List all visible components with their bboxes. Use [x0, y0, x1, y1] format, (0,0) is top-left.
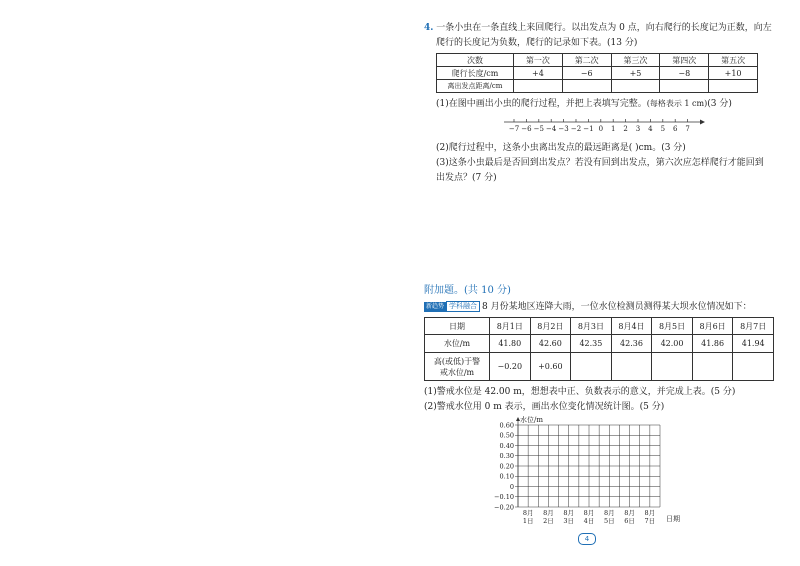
bonus-intro-line — [424, 301, 752, 313]
q4-sub2: (2)爬行过程中，这条小虫离出发点的最远距离是( )cm。(3 分) — [436, 143, 686, 153]
number-line-label: 7 — [685, 125, 690, 133]
number-line-label: 6 — [672, 125, 678, 133]
x-tick-label-month: 8月 — [583, 509, 595, 517]
y-tick-label: 0.10 — [499, 472, 514, 481]
q4-sub1 — [436, 98, 732, 110]
q4-header-cell: 第三次 — [611, 54, 660, 67]
number-line-ticks — [509, 119, 690, 133]
bonus-header-cell: 8月5日 — [652, 318, 693, 335]
x-tick-label-day: 4日 — [583, 517, 595, 525]
number-line-label: 2 — [623, 125, 628, 133]
bonus-sub2: (2)警戒水位用 0 m 表示，画出水位变化情况统计图。(5 分) — [424, 402, 665, 412]
number-line-label: −7 — [508, 125, 520, 133]
number-line-label: −5 — [533, 125, 544, 133]
q4-blank-cell[interactable] — [660, 80, 709, 93]
bonus-cell: −0.20 — [490, 353, 531, 381]
chart-x-axis-label: 日期 — [666, 515, 680, 523]
y-tick-label: 0.30 — [499, 452, 514, 461]
x-tick-label-month: 8月 — [603, 509, 615, 517]
y-tick-label: 0 — [509, 482, 514, 491]
q4-header-cell: 第四次 — [660, 54, 709, 67]
bonus-header-cell: 8月2日 — [530, 318, 571, 335]
number-line-label: −1 — [583, 125, 594, 133]
q4-sub1-text: (1)在图中画出小虫的爬行过程，并把上表填写完整。 — [436, 99, 647, 109]
x-tick-label-month: 8月 — [624, 509, 635, 517]
q4-text-line2: 爬行的长度记为负数，爬行的记录如下表。(13 分) — [436, 38, 638, 48]
bonus-header-cell: 日期 — [425, 318, 490, 335]
bonus-cell: 41.86 — [692, 335, 733, 353]
y-tick-label: 0.20 — [499, 462, 514, 471]
bonus-header-cell: 8月3日 — [571, 318, 612, 335]
bonus-blank-cell[interactable] — [571, 353, 612, 381]
bonus-header-cell: 8月4日 — [611, 318, 652, 335]
number-line-label: −3 — [558, 125, 569, 133]
q4-blank-cell[interactable] — [514, 80, 563, 93]
bonus-title: 附加题。(共 10 分) — [424, 285, 511, 296]
q4-row-label: 离出发点距离/cm — [437, 80, 514, 93]
q4-table — [436, 53, 758, 93]
number-line-label: 4 — [648, 125, 653, 133]
q4-cell: −8 — [660, 67, 709, 80]
number-line-label: −4 — [546, 125, 557, 133]
bonus-cell: 41.94 — [733, 335, 774, 353]
bonus-table — [424, 317, 774, 381]
q4-line1 — [424, 22, 772, 34]
number-line-arrow — [700, 120, 705, 125]
bonus-intro-text: 8 月份某地区连降大雨，一位水位检测员测得某大坝水位情况如下： — [482, 302, 752, 312]
number-line-label: −2 — [570, 125, 582, 133]
q4-text-line1: 一条小虫在一条直线上来回爬行。以出发点为 0 点，向右爬行的长度记为正数，向左 — [436, 23, 772, 33]
chart-y-tick-labels — [494, 421, 514, 511]
x-tick-label-day: 3日 — [563, 517, 575, 525]
q4-table-row-length — [437, 67, 758, 80]
x-tick-label-month: 8月 — [563, 509, 575, 517]
x-tick-label-day: 2日 — [543, 517, 554, 525]
bonus-cell: 41.80 — [490, 335, 531, 353]
subject-badge: 学科融合 — [446, 301, 480, 312]
q4-header-cell: 第一次 — [514, 54, 563, 67]
q4-number: 4. — [424, 23, 434, 33]
bonus-row-label — [425, 353, 490, 381]
q4-blank-cell[interactable] — [611, 80, 660, 93]
x-tick-label-month: 8月 — [644, 509, 656, 517]
chart-x-tick-labels — [523, 509, 655, 525]
number-line-label: −6 — [521, 125, 532, 133]
bonus-cell: 42.60 — [530, 335, 571, 353]
q4-blank-cell[interactable] — [562, 80, 611, 93]
q4-sub3-line2: 出发点？(7 分) — [436, 173, 497, 183]
bonus-row-label: 水位/m — [425, 335, 490, 353]
x-tick-label-day: 6日 — [624, 517, 635, 525]
number-line-label: 3 — [635, 125, 641, 133]
chart-y-axis-label: 水位/m — [520, 416, 543, 424]
bonus-table-header-row — [425, 318, 774, 335]
number-line-label: 1 — [610, 125, 616, 133]
bonus-blank-cell[interactable] — [652, 353, 693, 381]
y-tick-label: 0.60 — [499, 421, 514, 430]
q4-blank-cell[interactable] — [709, 80, 758, 93]
q4-header-cell: 第五次 — [709, 54, 758, 67]
y-tick-label: 0.50 — [499, 431, 514, 440]
q4-sub1-score: (3 分) — [707, 99, 732, 109]
bonus-row-label-line1: 高(或低)于警 — [433, 356, 481, 366]
bonus-cell: 42.36 — [611, 335, 652, 353]
number-line[interactable] — [500, 114, 710, 136]
number-line-label: 5 — [660, 125, 666, 133]
bonus-sub1: (1)警戒水位是 42.00 m，想想表中正、负数表示的意义，并完成上表。(5 分) — [424, 387, 736, 397]
trend-badge: 新趋势 — [426, 302, 445, 310]
bonus-cell: +0.60 — [530, 353, 571, 381]
q4-row-label: 爬行长度/cm — [437, 67, 514, 80]
bonus-row-label-line2: 戒水位/m — [439, 367, 475, 377]
q4-cell: +4 — [514, 67, 563, 80]
y-tick-label: −0.10 — [494, 493, 514, 502]
q4-sub1-note: (每格表示 1 cm) — [646, 99, 708, 108]
bonus-cell: 42.35 — [571, 335, 612, 353]
x-tick-label-day: 5日 — [603, 517, 615, 525]
x-tick-label-month: 8月 — [543, 509, 554, 517]
page-number: 4 — [578, 533, 596, 545]
y-tick-label: −0.20 — [494, 503, 514, 512]
bonus-blank-cell[interactable] — [733, 353, 774, 381]
x-tick-label-day: 1日 — [522, 517, 534, 525]
bonus-table-row-level — [425, 335, 774, 353]
x-tick-label-day: 7日 — [644, 517, 656, 525]
bonus-header-cell: 8月6日 — [692, 318, 733, 335]
q4-table-row-distance — [437, 80, 758, 93]
bonus-blank-cell[interactable] — [692, 353, 733, 381]
bonus-header-cell: 8月7日 — [733, 318, 774, 335]
bonus-cell: 42.00 — [652, 335, 693, 353]
q4-cell: −6 — [562, 67, 611, 80]
bonus-blank-cell[interactable] — [611, 353, 652, 381]
x-tick-label-month: 8月 — [522, 509, 534, 517]
q4-header-cell: 第二次 — [562, 54, 611, 67]
bonus-header-cell: 8月1日 — [490, 318, 531, 335]
q4-header-cell: 次数 — [437, 54, 514, 67]
number-line-label: 0 — [598, 125, 604, 133]
water-level-chart[interactable] — [470, 415, 700, 533]
q4-sub3-line1: (3)这条小虫最后是否回到出发点？若没有回到出发点，第六次应怎样爬行才能回到 — [436, 158, 764, 168]
q4-cell: +5 — [611, 67, 660, 80]
q4-table-header-row — [437, 54, 758, 67]
q4-cell: +10 — [709, 67, 758, 80]
chart-grid — [515, 417, 660, 507]
bonus-table-row-diff — [425, 353, 774, 381]
y-tick-label: 0.40 — [499, 441, 514, 450]
